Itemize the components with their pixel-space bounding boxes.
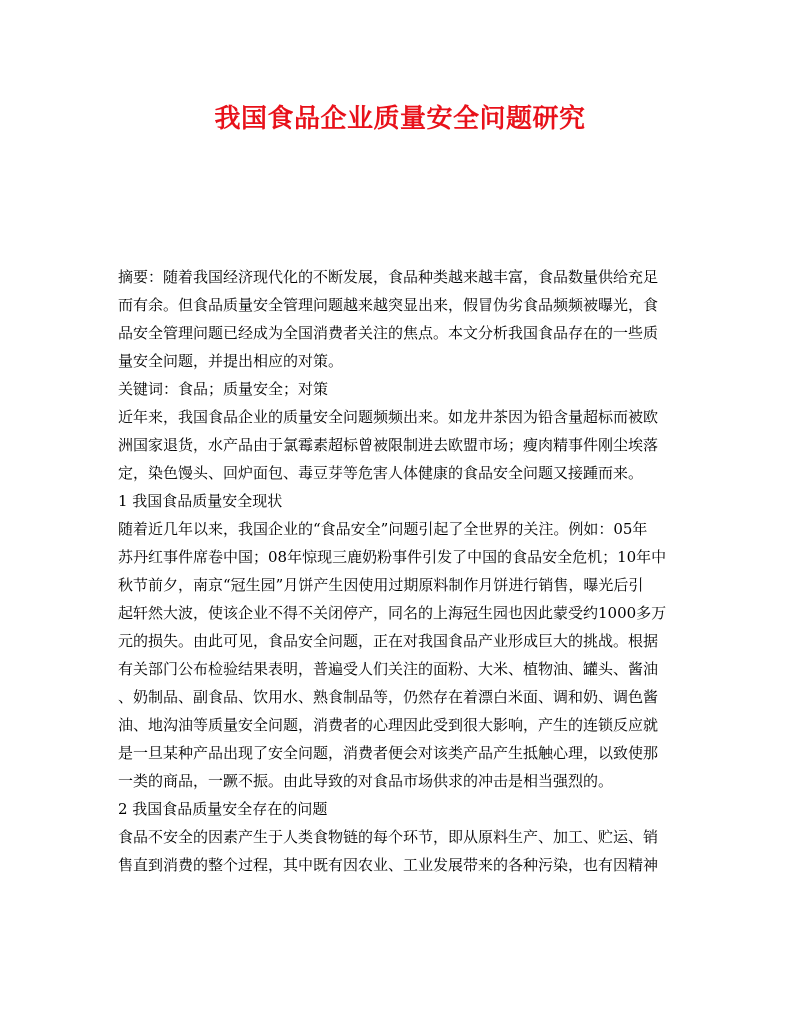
document-body [118, 263, 684, 879]
text-line: 、奶制品、副食品、饮用水、熟食制品等，仍然存在着漂白米面、调和奶、调色酱 [118, 688, 659, 706]
paragraph-heading-1 [118, 487, 684, 515]
text-line: 元的损失。由此可见，食品安全问题，正在对我国食品产业形成巨大的挑战。根据 [118, 632, 659, 650]
text-line: 量安全问题，并提出相应的对策。 [118, 352, 344, 370]
text-line: 秋节前夕，南京“冠生园”月饼产生因使用过期原料制作月饼进行销售，曝光后引 [118, 576, 644, 594]
text-line: 品安全管理问题已经成为全国消费者关注的焦点。本文分析我国食品存在的一些质 [118, 324, 659, 342]
text-line: 食品不安全的因素产生于人类食物链的每个环节，即从原料生产、加工、贮运、销 [118, 828, 659, 846]
text-line: 苏丹红事件席卷中国；08年惊现三鹿奶粉事件引发了中国的食品安全危机；10年中 [118, 548, 667, 566]
paragraph-heading-2 [118, 795, 684, 823]
paragraph-section-1 [118, 515, 684, 795]
text-line: 关键词：食品；质量安全；对策 [118, 380, 329, 398]
text-line: 2 我国食品质量安全存在的问题 [118, 800, 328, 818]
text-line: 洲国家退货，水产品由于氯霉素超标曾被限制进去欧盟市场；瘦肉精事件刚尘埃落 [118, 436, 659, 454]
paragraph-abstract [118, 263, 684, 375]
text-line: 有关部门公布检验结果表明，普遍受人们关注的面粉、大米、植物油、罐头、酱油 [118, 660, 659, 678]
text-line: 一类的商品，一蹶不振。由此导致的对食品市场供求的冲击是相当强烈的。 [118, 772, 614, 790]
text-line: 定，染色馒头、回炉面包、毒豆芽等危害人体健康的食品安全问题又接踵而来。 [118, 464, 644, 482]
paragraph-section-2 [118, 823, 684, 879]
paragraph-keywords [118, 375, 684, 403]
document-title: 我国食品企业质量安全问题研究 [214, 104, 586, 134]
text-line: 是一旦某种产品出现了安全问题，消费者便会对该类产品产生抵触心理，以致使那 [118, 744, 659, 762]
text-line: 油、地沟油等质量安全问题，消费者的心理因此受到很大影响，产生的连锁反应就 [118, 716, 659, 734]
text-line: 随着近几年以来，我国企业的“食品安全”问题引起了全世界的关注。例如：05年 [118, 520, 648, 538]
text-line: 摘要：随着我国经济现代化的不断发展，食品种类越来越丰富，食品数量供给充足 [118, 268, 659, 286]
text-line: 售直到消费的整个过程，其中既有因农业、工业发展带来的各种污染，也有因精神 [118, 856, 659, 874]
text-line: 而有余。但食品质量安全管理问题越来越突显出来，假冒伪劣食品频频被曝光，食 [118, 296, 659, 314]
text-line: 近年来，我国食品企业的质量安全问题频频出来。如龙井茶因为铅含量超标而被欧 [118, 408, 659, 426]
text-line: 起轩然大波，使该企业不得不关闭停产，同名的上海冠生园也因此蒙受约1000多万 [118, 604, 667, 622]
paragraph-intro [118, 403, 684, 487]
text-line: 1 我国食品质量安全现状 [118, 492, 283, 510]
